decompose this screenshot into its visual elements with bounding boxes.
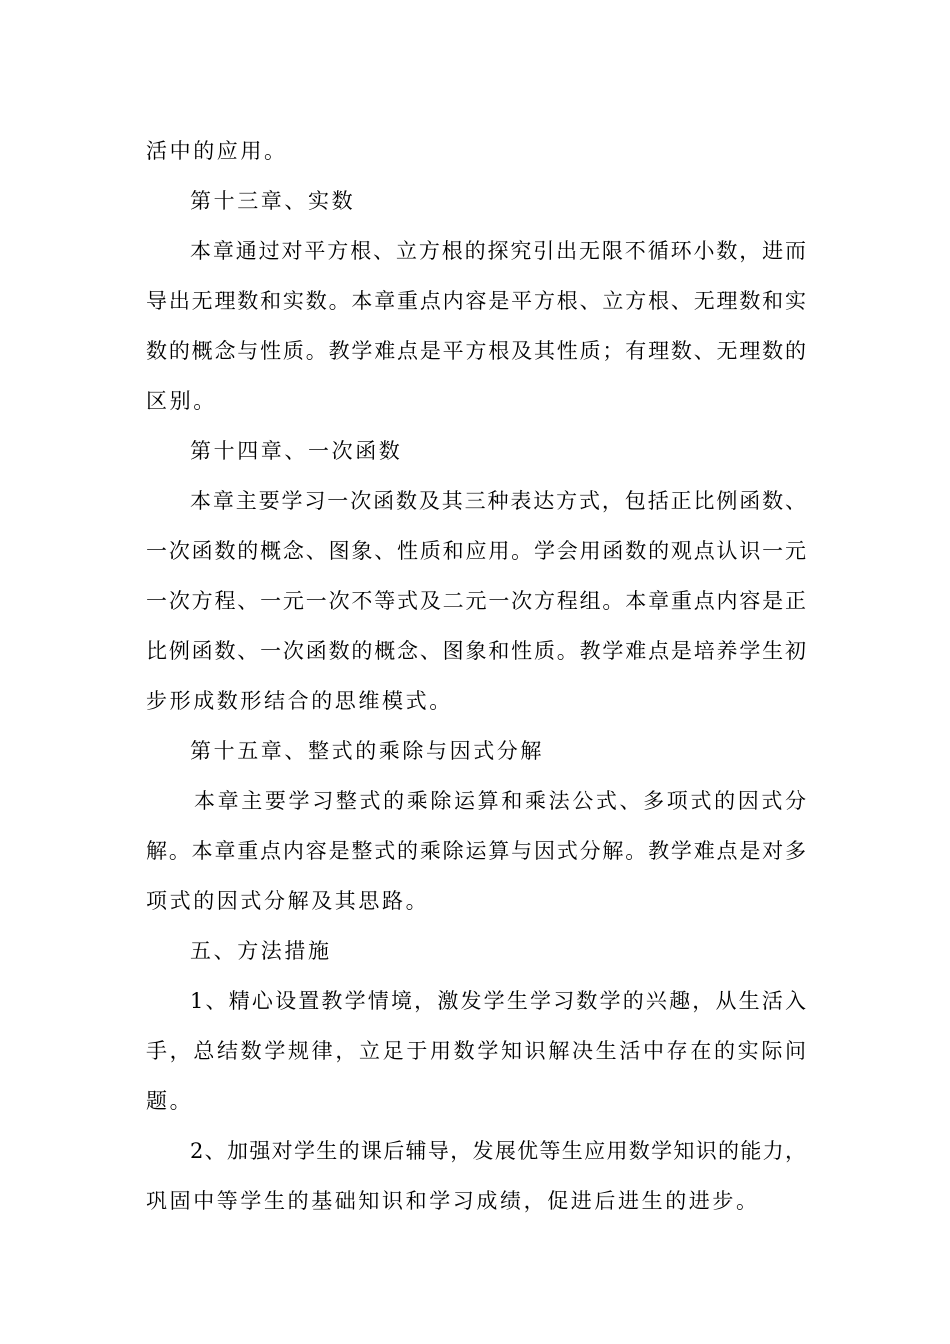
- paragraph-line: 本章通过对平方根、立方根的探究引出无限不循环小数，进而: [190, 239, 806, 263]
- paragraph-line: 项式的因式分解及其思路。: [146, 889, 430, 913]
- paragraph-line: 本章主要学习一次函数及其三种表达方式，包括正比例函数、: [190, 489, 806, 513]
- paragraph-line: 解。本章重点内容是整式的乘除运算与因式分解。教学难点是对多: [146, 839, 806, 863]
- chapter-heading-13: 第十三章、实数: [190, 189, 356, 213]
- paragraph-line: 活中的应用。: [146, 139, 288, 163]
- paragraph-line: 一次方程、一元一次不等式及二元一次方程组。本章重点内容是正: [146, 589, 806, 613]
- chapter-heading-14: 第十四章、一次函数: [190, 439, 403, 463]
- paragraph-line: 2、加强对学生的课后辅导，发展优等生应用数学知识的能力，: [190, 1139, 806, 1163]
- paragraph-line: 1、精心设置教学情境，激发学生学习数学的兴趣，从生活入: [190, 989, 806, 1013]
- paragraph-line: 本章主要学习整式的乘除运算和乘法公式、多项式的因式分: [194, 789, 806, 813]
- paragraph-line: 巩固中等学生的基础知识和学习成绩，促进后进生的进步。: [146, 1189, 760, 1213]
- paragraph-line: 步形成数形结合的思维模式。: [146, 689, 453, 713]
- section-heading-methods: 五、方法措施: [190, 939, 332, 963]
- paragraph-line: 题。: [146, 1089, 194, 1113]
- paragraph-line: 手，总结数学规律，立足于用数学知识解决生活中存在的实际问: [146, 1039, 806, 1063]
- paragraph-line: 一次函数的概念、图象、性质和应用。学会用函数的观点认识一元: [146, 539, 806, 563]
- paragraph-line: 数的概念与性质。教学难点是平方根及其性质；有理数、无理数的: [146, 339, 806, 363]
- paragraph-line: 区别。: [146, 389, 217, 413]
- paragraph-line: 导出无理数和实数。本章重点内容是平方根、立方根、无理数和实: [146, 289, 806, 313]
- chapter-heading-15: 第十五章、整式的乘除与因式分解: [190, 739, 544, 763]
- paragraph-line: 比例函数、一次函数的概念、图象和性质。教学难点是培养学生初: [146, 639, 806, 663]
